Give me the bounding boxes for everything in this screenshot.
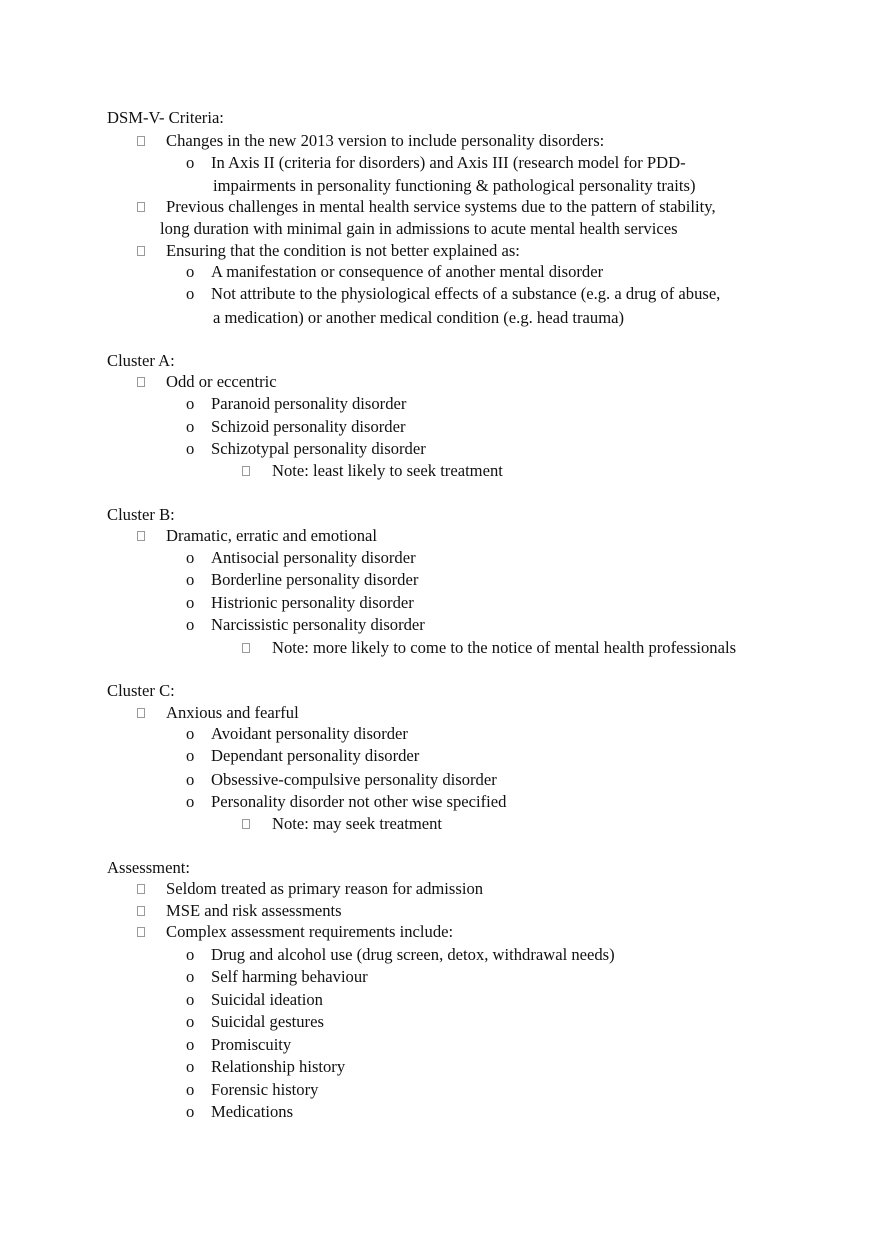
square-bullet-icon <box>137 906 145 916</box>
square-bullet-icon <box>137 377 145 387</box>
section-heading-cluster-b: Cluster B: <box>107 505 175 524</box>
section-heading-cluster-c: Cluster C: <box>107 681 175 700</box>
circle-bullet-icon: o <box>186 593 195 612</box>
circle-bullet-icon: o <box>186 945 195 964</box>
circle-bullet-icon: o <box>186 548 195 567</box>
circle-bullet-icon: o <box>186 153 195 172</box>
circle-bullet-icon: o <box>186 792 195 811</box>
circle-bullet-icon: o <box>186 746 195 765</box>
square-bullet-icon <box>137 136 145 146</box>
circle-bullet-icon: o <box>186 615 195 634</box>
square-bullet-icon <box>137 531 145 541</box>
circle-bullet-icon: o <box>186 439 195 458</box>
circle-bullet-icon: o <box>186 990 195 1009</box>
section-heading-dsm: DSM-V- Criteria: <box>107 108 224 127</box>
square-bullet-icon <box>137 927 145 937</box>
circle-bullet-icon: o <box>186 417 195 436</box>
circle-bullet-icon: o <box>186 284 195 303</box>
list-item-continuation: long duration with minimal gain in admissions to acute mental health services <box>160 219 678 238</box>
circle-bullet-icon: o <box>186 262 195 281</box>
square-bullet-icon <box>137 884 145 894</box>
square-bullet-icon <box>137 708 145 718</box>
circle-bullet-icon: o <box>186 1102 195 1121</box>
circle-bullet-icon: o <box>186 1035 195 1054</box>
square-bullet-icon <box>242 643 250 653</box>
square-bullet-icon <box>242 466 250 476</box>
sub-list-item-continuation: impairments in personality functioning & pathological personality traits) <box>213 176 696 195</box>
section-heading-assessment: Assessment: <box>107 858 190 877</box>
circle-bullet-icon: o <box>186 770 195 789</box>
circle-bullet-icon: o <box>186 1057 195 1076</box>
circle-bullet-icon: o <box>186 570 195 589</box>
circle-bullet-icon: o <box>186 1012 195 1031</box>
square-bullet-icon <box>242 819 250 829</box>
square-bullet-icon <box>137 246 145 256</box>
circle-bullet-icon: o <box>186 967 195 986</box>
circle-bullet-icon: o <box>186 1080 195 1099</box>
circle-bullet-icon: o <box>186 394 195 413</box>
square-bullet-icon <box>137 202 145 212</box>
circle-bullet-icon: o <box>186 724 195 743</box>
sub-list-item-continuation: a medication) or another medical condition (e.g. head trauma) <box>213 308 624 327</box>
section-heading-cluster-a: Cluster A: <box>107 351 175 370</box>
document-page: DSM-V- Criteria: Changes in the new 2013 version to include personality disorders: o In Axis II (criteria for disorders) and Axis III (research model for PDD- impairments in personality functioning & pathological personality traits) Previous challenges in mental health service systems due to the pattern of stability, long duration with minimal gain in admissions to acute mental health services Ensuring that the condition is not better explained as: o A manifestation or consequence of another mental disorder o Not attribute to the physiological effects of a substance (e.g. a drug of abuse, a medication) or another medical condition (e.g. head trauma) Cluster A: Odd or eccentric o Paranoid personality disorder o Schizoid personality disorder o Schizotypal personality disorder Note: least likely to seek treatment Cluster B: Dramatic, erratic and emotional o Antisocial personality disorder o Borderline personality disorder o Histrionic personality disorder o Narcissistic personality disorder Note: more likely to come to the notice of mental health professionals Cluster C: Anxious and fearful o Avoidant personality disorder o Dependant personality disorder o Obsessive-compulsive personality disorder o Personality disorder not other wise specified Note: may seek treatment Assessment: Seldom treated as primary reason for admission MSE and risk assessments Complex assessment requirements include: o Drug and alcohol use (drug screen, detox, withdrawal needs) o Self harming behaviour o Suicidal ideation o Suicidal gestures o Promiscuity o Relationship history o Forensic history o Medications <box>107 108 737 1121</box>
